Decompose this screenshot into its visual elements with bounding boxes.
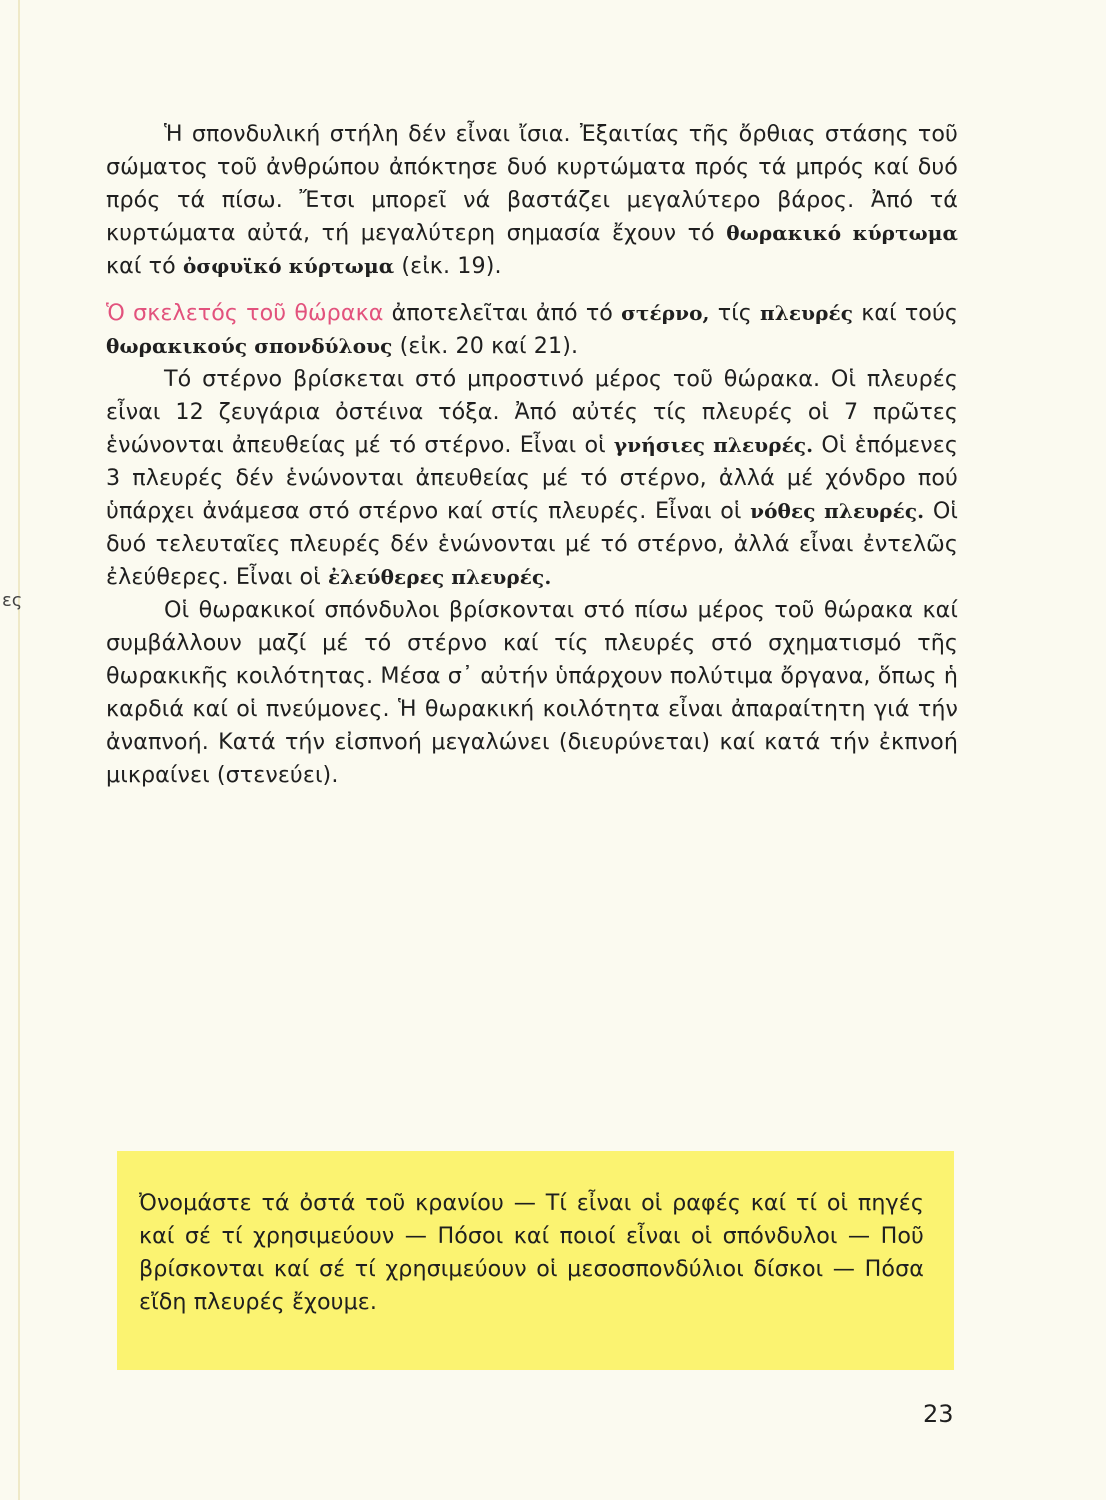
paragraph-thoracic-cavity: Οἱ θωρακικοί σπόνδυλοι βρίσκονται στό πίσω μέρος τοῦ θώρακα καί συμβάλλουν μαζί μέ τό στέρνο καί τίς πλευρές στό σχηματισμό τῆς θωρακικῆς κοιλότητας. Μέσα σ᾽ αὐτήν ὑπάρχουν πολύτιμα ὄργανα, ὅπως ἡ καρδιά καί οἱ πνεύμονες. Ἡ θωρακική κοιλότητα εἶναι ἀπαραίτητη γιά τήν ἀναπνοή. Κατά τήν εἰσπνοή μεγαλώνει (διευρύνεται) καί κατά τήν ἐκπνοή μικραίνει (στενεύει). — [106, 597, 958, 788]
paragraph-text: Οἱ ἑπόμενες 3 πλευρές δέν ἑνώνονται ἀπευθείας μέ τό στέρνο, ἀλλά μέ χόνδρο πού ὑπάρχει ἀνάμεσα στό στέρνο καί στίς πλευρές. Εἶναι οἱ — [106, 432, 958, 524]
review-questions-text: Ὀνομάστε τά ὀστά τοῦ κρανίου — Τί εἶναι οἱ ραφές καί τί οἱ πηγές καί σέ τί χρησιμεύουν — Πόσοι καί ποιοί εἶναι οἱ σπόνδυλοι — Ποῦ βρίσκονται καί σέ τί χρησιμεύουν οἱ μεσοσπονδύλιοι δίσκοι — Πόσα εἴδη πλευρές ἔχουμε. — [139, 1190, 924, 1315]
paragraph-thorax-skeleton — [106, 297, 958, 363]
paragraph-text: Ἡ σπονδυλική στήλη δέν εἶναι ἴσια. Ἐξαιτίας τῆς ὄρθιας στάσης τοῦ σώματος τοῦ ἀνθρώπου ἀπόκτησε δυό κυρτώματα πρός τά μπρός καί δυό πρός τά πίσω. Ἔτσι μπορεῖ νά βαστάζει μεγαλύτερο βάρος. Ἀπό τά κυρτώματα αὐτά, τή μεγαλύτερη σημασία ἔχουν τό — [106, 121, 958, 246]
term-true-ribs: γνήσιες πλευρές. — [613, 433, 814, 457]
term-lumbar-curvature: ὀσφυϊκό κύρτωμα — [182, 254, 395, 278]
review-questions-box — [117, 1151, 954, 1370]
paragraph-text: ἀποτελεῖται ἀπό τό — [383, 300, 622, 326]
paragraph-text: τίς — [709, 300, 761, 326]
term-floating-ribs: ἐλεύθερες πλευρές. — [327, 565, 552, 589]
page-gutter-line — [18, 0, 20, 1500]
page-number: 23 — [923, 1400, 954, 1428]
term-ribs: πλευρές — [760, 301, 854, 325]
paragraph-text: καί τό — [106, 253, 183, 279]
paragraph-spine-curvature — [106, 118, 958, 283]
term-sternum: στέρνο, — [621, 301, 710, 325]
paragraph-text: καί τούς — [853, 300, 959, 326]
paragraph-text: (εἰκ. 19). — [394, 253, 502, 279]
paragraph-text: Τό στέρνο βρίσκεται στό μπροστινό μέρος τοῦ θώρακα. Οἱ πλευρές εἶναι 12 ζευγάρια ὀστέινα τόξα. Ἀπό αὐτές τίς πλευρές οἱ 7 πρῶτες ἑνώνονται ἀπευθείας μέ τό στέρνο. Εἶναι οἱ — [106, 366, 958, 458]
term-thoracic-curvature: θωρακικό κύρτωμα — [726, 221, 958, 245]
section-heading-thorax: Ὁ σκελετός τοῦ θώρακα — [106, 300, 384, 326]
paragraph-text: (εἰκ. 20 καί 21). — [392, 333, 579, 359]
paragraph-text: Οἱ δυό τελευταῖες πλευρές δέν ἑνώνονται μέ τό στέρνο, ἀλλά εἶναι ἐντελῶς ἐλεύθερες. Εἶναι οἱ — [106, 498, 958, 590]
term-thoracic-vertebrae: θωρακικούς σπονδύλους — [106, 334, 393, 358]
margin-text-fragment: ες — [2, 590, 23, 611]
term-false-ribs: νόθες πλευρές. — [750, 499, 925, 523]
page-body — [106, 118, 958, 792]
paragraph-ribs — [106, 363, 958, 594]
